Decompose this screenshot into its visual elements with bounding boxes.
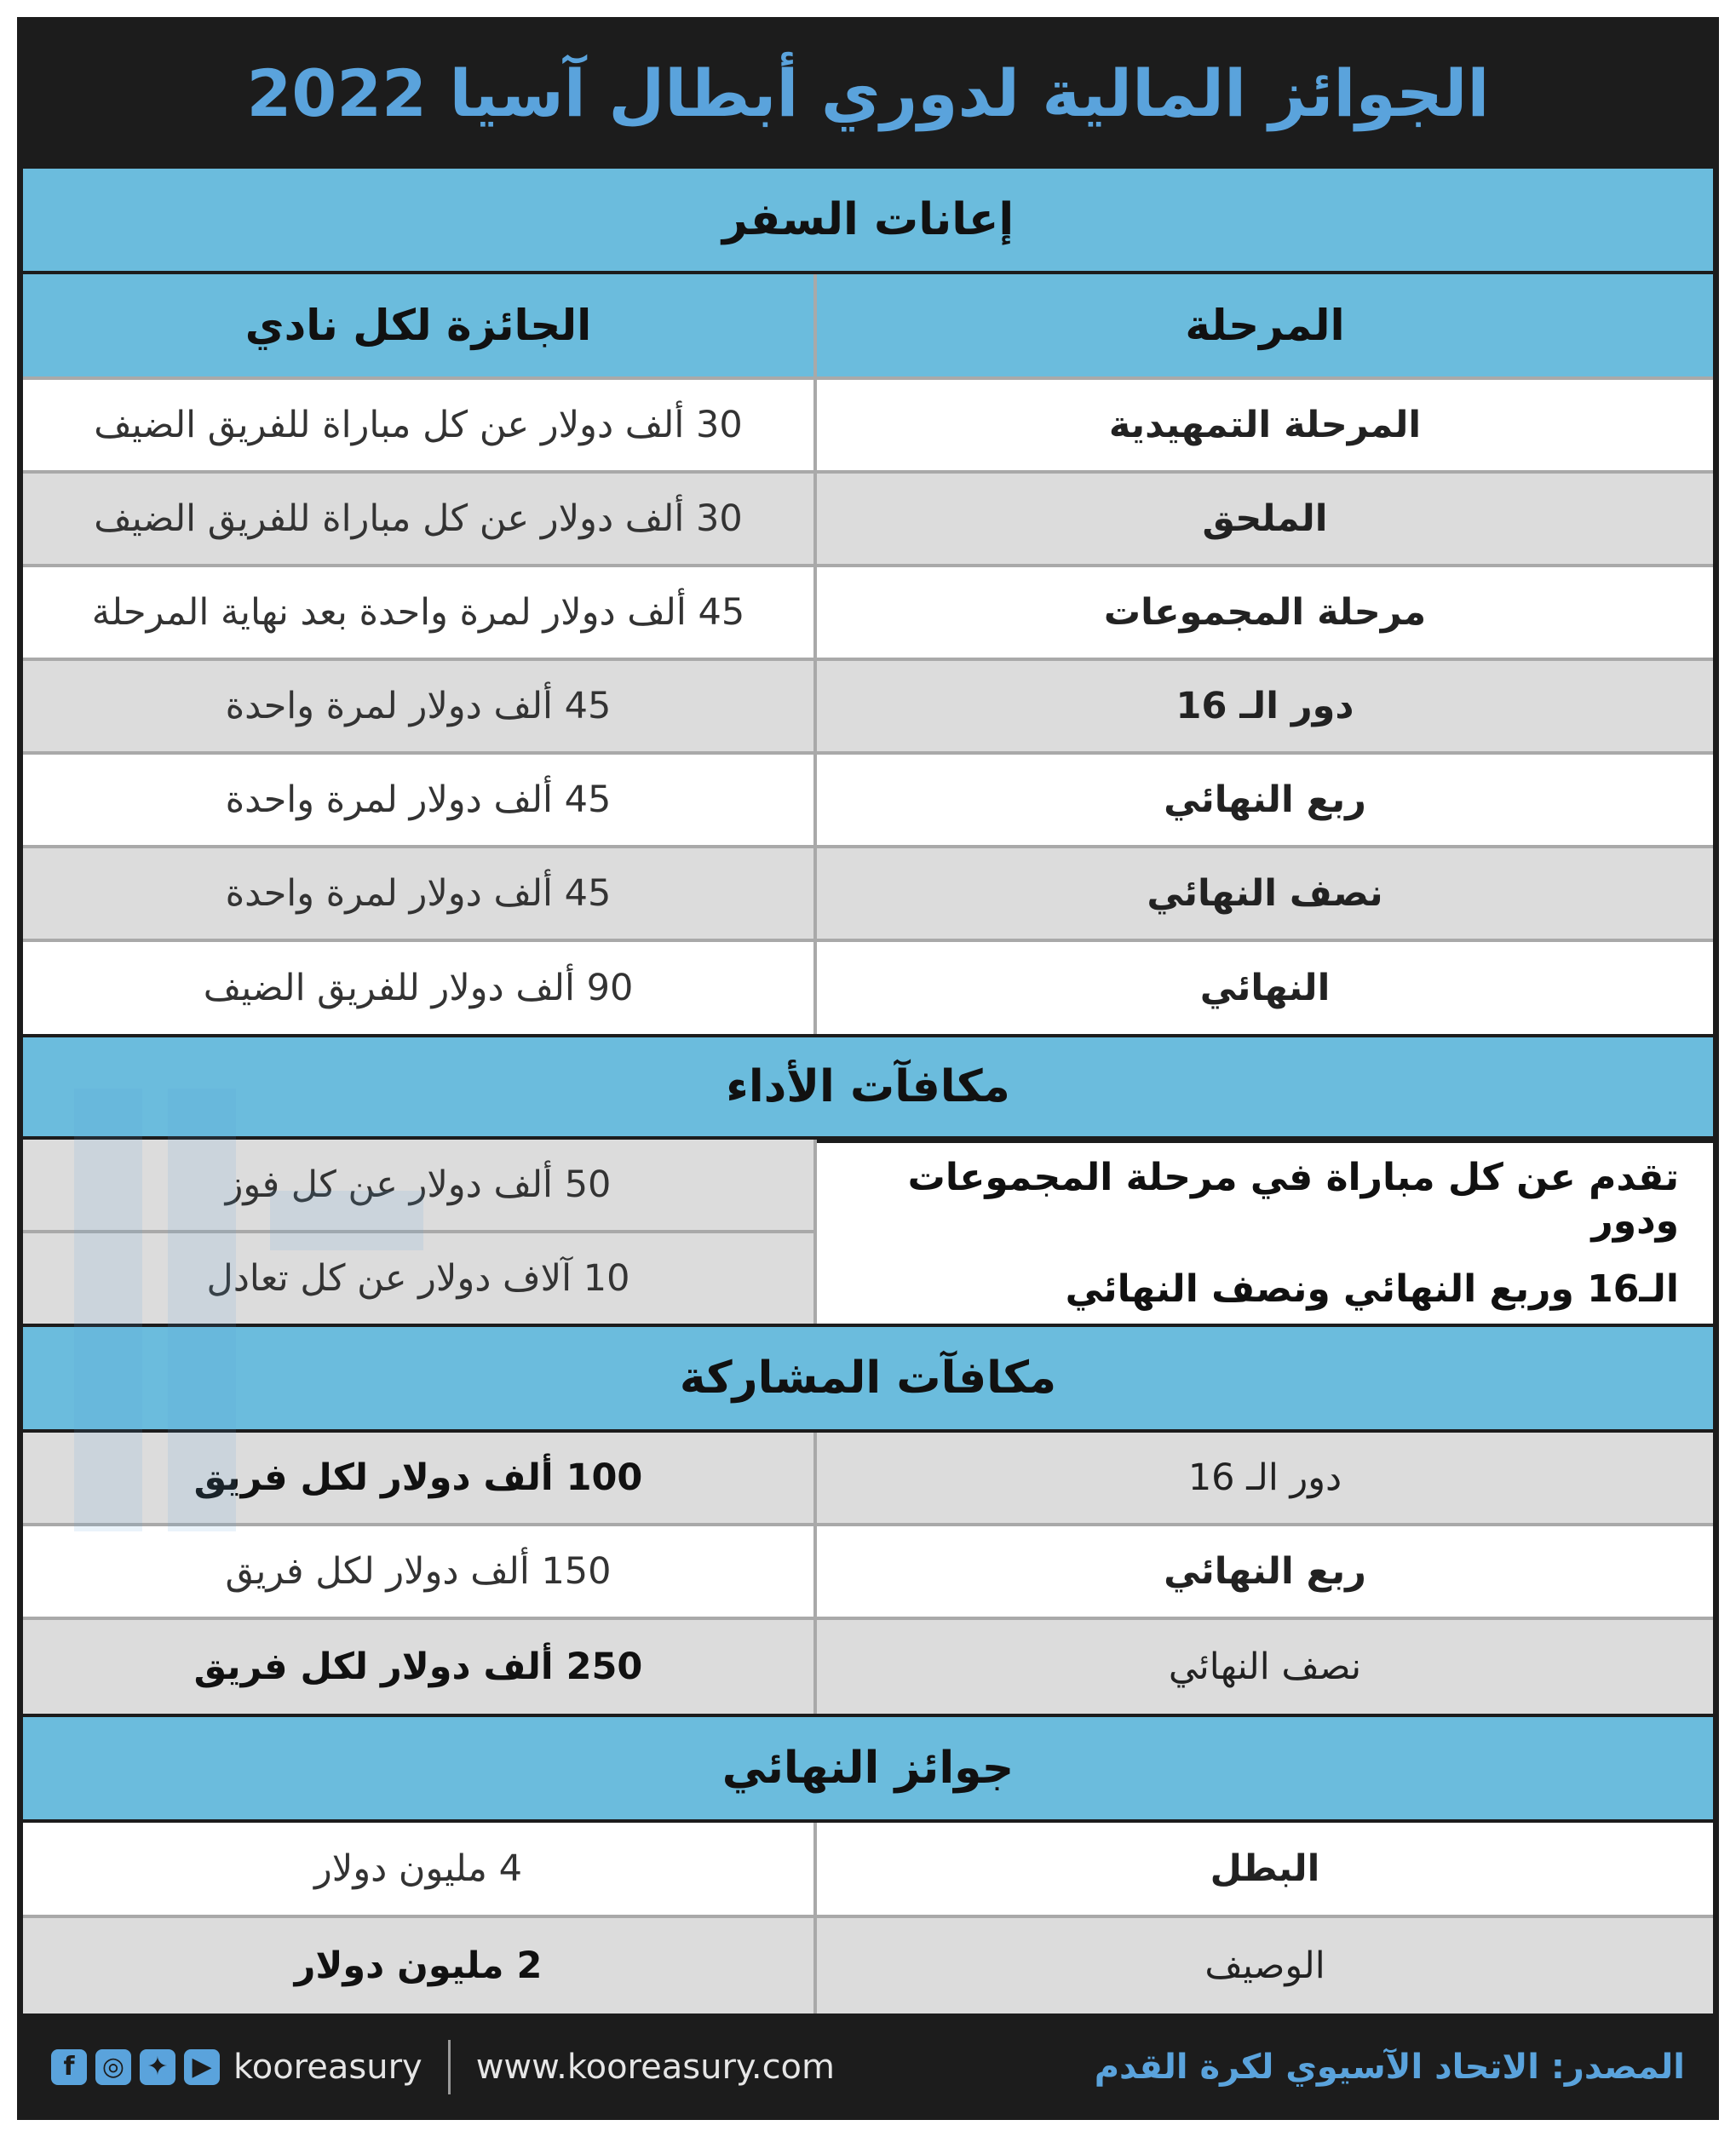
- table-row: [23, 942, 1713, 1034]
- row-prize: 90 ألف دولار للفريق الضيف: [23, 942, 817, 1034]
- page-title: الجوائز المالية لدوري أبطال آسيا 2022: [246, 55, 1490, 131]
- prize-table: [23, 169, 1713, 2013]
- instagram-icon[interactable]: ◎: [95, 2049, 131, 2085]
- row-prize: 45 ألف دولار لمرة واحدة: [23, 848, 817, 939]
- row-prize: 30 ألف دولار عن كل مباراة للفريق الضيف: [23, 474, 817, 564]
- table-row: [23, 1526, 1713, 1620]
- source-credit: المصدر: الاتحاد الآسيوي لكرة القدم: [1094, 2047, 1685, 2087]
- performance-win-prize: 50 ألف دولار عن كل فوز: [23, 1140, 813, 1233]
- table-row: [23, 1918, 1713, 2013]
- row-stage: ربع النهائي: [1164, 778, 1366, 821]
- row-stage: البطل: [1210, 1847, 1320, 1890]
- performance-prizes: [23, 1140, 817, 1324]
- footer-divider: [448, 2040, 451, 2094]
- header-prize: الجائزة لكل نادي: [23, 274, 817, 376]
- table-row: [23, 848, 1713, 942]
- table-row: [23, 567, 1713, 661]
- section-final: جوائز النهائي: [23, 1714, 1713, 1823]
- infographic-frame: [17, 17, 1719, 2120]
- section-performance: مكافآت الأداء: [23, 1034, 1713, 1140]
- row-prize: 150 ألف دولار لكل فريق: [23, 1526, 817, 1617]
- row-stage: مرحلة المجموعات: [1103, 591, 1427, 634]
- row-prize: 250 ألف دولار لكل فريق: [23, 1620, 817, 1714]
- footer-brand: [51, 2040, 835, 2094]
- row-stage: المرحلة التمهيدية: [1108, 404, 1422, 446]
- row-stage: دور الـ 16: [1187, 1456, 1342, 1499]
- row-prize: 2 مليون دولار: [23, 1918, 817, 2013]
- footer: [17, 2013, 1719, 2120]
- social-handle[interactable]: kooreasury: [233, 2047, 423, 2087]
- table-row: [23, 474, 1713, 567]
- performance-description-line: تقدم عن كل مباراة في مرحلة المجموعات ودور: [907, 1155, 1679, 1243]
- row-prize: 45 ألف دولار لمرة واحدة: [23, 755, 817, 845]
- social-icons: [51, 2049, 220, 2085]
- youtube-icon[interactable]: ▶: [184, 2049, 220, 2085]
- row-prize: 45 ألف دولار لمرة واحدة بعد نهاية المرحلة: [23, 567, 817, 658]
- row-stage: دور الـ 16: [1176, 685, 1354, 727]
- performance-draw-prize: 10 آلاف دولار عن كل تعادل: [23, 1233, 813, 1324]
- section-travel: إعانات السفر: [23, 169, 1713, 274]
- row-prize: 45 ألف دولار لمرة واحدة: [23, 661, 817, 751]
- row-stage: الوصيف: [1204, 1945, 1325, 1987]
- table-row: [23, 1620, 1713, 1714]
- performance-rows: [23, 1140, 1713, 1327]
- row-stage: ربع النهائي: [1164, 1550, 1366, 1593]
- row-stage: النهائي: [1199, 967, 1331, 1009]
- row-prize: 100 ألف دولار لكل فريق: [23, 1433, 817, 1523]
- table-row: [23, 755, 1713, 848]
- row-stage: نصف النهائي: [1168, 1646, 1362, 1688]
- performance-description: [817, 1140, 1713, 1324]
- website-link[interactable]: www.kooreasury.com: [475, 2047, 835, 2087]
- facebook-icon[interactable]: f: [51, 2049, 87, 2085]
- column-headers: [23, 274, 1713, 380]
- performance-description-line: الـ16 وربع النهائي ونصف النهائي: [1065, 1267, 1679, 1312]
- table-row: [23, 1823, 1713, 1918]
- header-stage: المرحلة: [1185, 301, 1345, 350]
- table-row: [23, 661, 1713, 755]
- section-participation: مكافآت المشاركة: [23, 1327, 1713, 1433]
- table-row: [23, 380, 1713, 474]
- table-row: [23, 1433, 1713, 1526]
- row-stage: نصف النهائي: [1147, 872, 1383, 915]
- row-prize: 4 مليون دولار: [23, 1823, 817, 1915]
- row-stage: الملحق: [1202, 497, 1328, 540]
- row-prize: 30 ألف دولار عن كل مباراة للفريق الضيف: [23, 380, 817, 470]
- twitter-icon[interactable]: ✦: [140, 2049, 175, 2085]
